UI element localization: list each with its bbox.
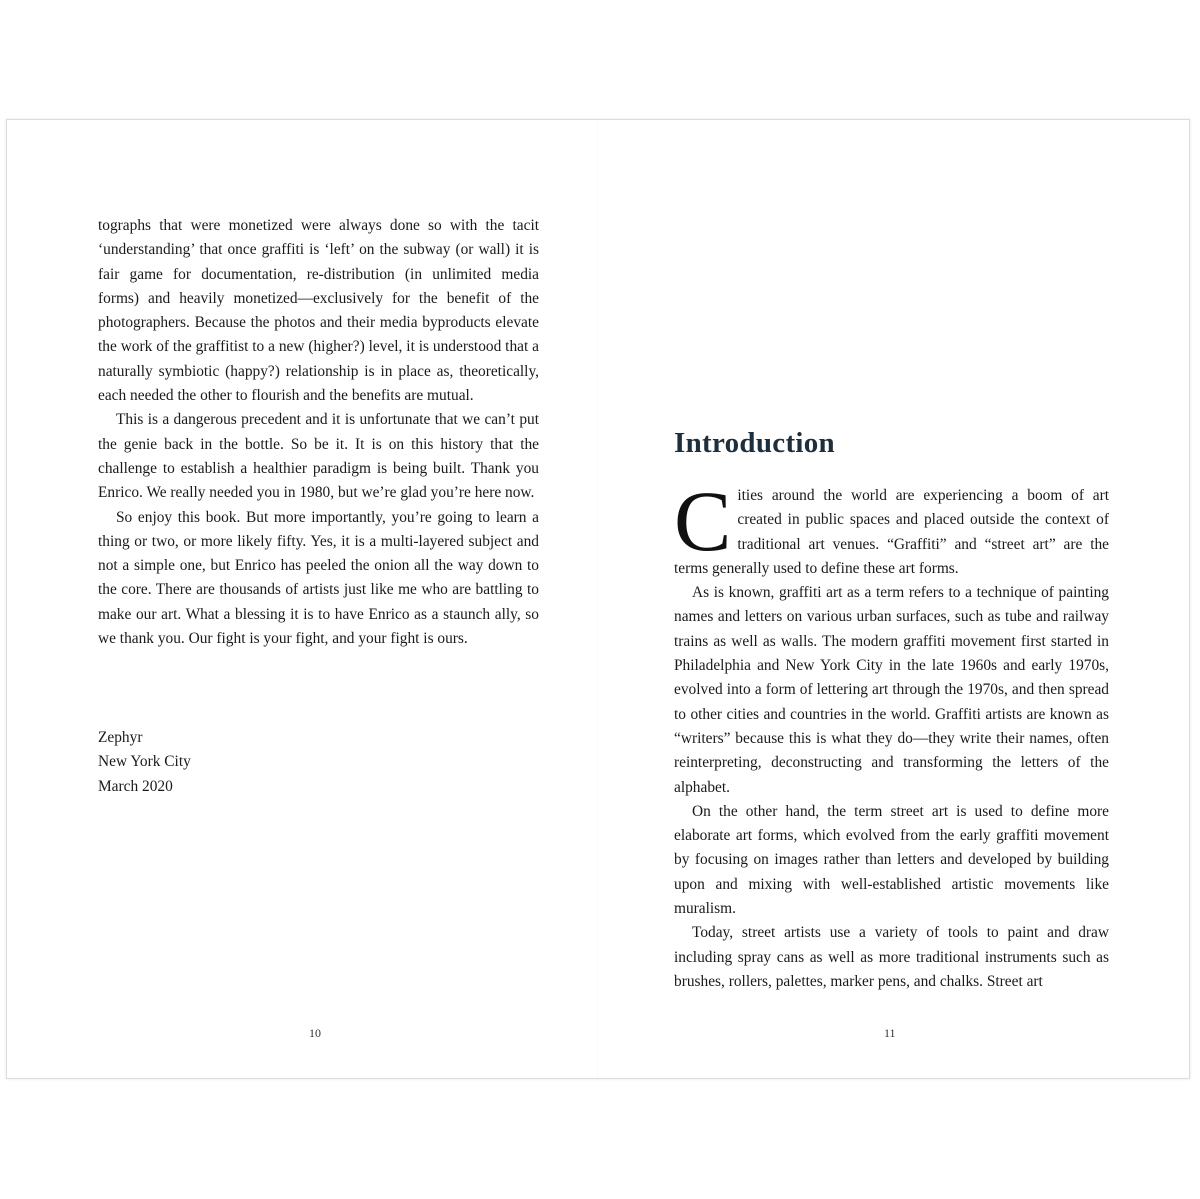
body-paragraph: As is known, graffiti art as a term refers to a technique of painting names and letters on various urban surfaces, such as tube and railway trains as well as walls. The modern graffiti movement first started in Philadelphia and New York City in the late 1960s and early 1970s, evolved into a form of lettering art through the 1970s, and then spread to other cities and countries in the world. Graffiti artists are known as “writers” because this is what they do—they write their names, often reinterpreting, deconstructing and transforming the letters of the alphabet. [674,584,1109,796]
page-number-right: 11 [884,1026,896,1040]
body-paragraph: This is a dangerous precedent and it is unfortunate that we can’t put the genie back in the bottle. So be it. It is on this history that the challenge to establish a healthier paradigm is being built. Thank you Enrico. We really needed you in 1980, but we’re glad you’re here now. [98,411,539,502]
first-paragraph-text: ities around the world are experiencing a boom of art created in public spaces and placed outside the context of traditional art venues. “Graffiti” and “street art” are the terms generally used to define these art forms. [674,487,1109,577]
chapter-title: Introduction [674,427,835,459]
left-page-body [98,214,539,651]
body-paragraph: tographs that were monetized were always done so with the tacit ‘understanding’ that once graffiti is ‘left’ on the subway (or wall) it is fair game for documentation, re-distribution (in unlimited media forms) and heavily monetized—exclusively for the benefit of the photographers. Because the photos and their media byproducts elevate the work of the graffitist to a new (higher?) level, it is understood that a naturally symbiotic (happy?) relationship is in place as, theoretically, each needed the other to flourish and the benefits are mutual. [98,217,539,405]
body-paragraph: On the other hand, the term street art is used to define more elaborate art forms, which evolved from the early graffiti movement by focusing on images rather than letters and developed by building upon and mixing with well-established artistic movements like muralism. [674,802,1109,918]
signature-date: March 2020 [98,777,173,795]
book-spread [6,119,1190,1079]
first-paragraph [674,473,1109,581]
right-page-body [674,473,1109,994]
signature-name: Zephyr [98,729,143,746]
drop-cap: C [674,473,732,569]
signature-block [98,726,191,799]
signature-place: New York City [98,753,191,771]
page-number-left: 10 [309,1026,321,1040]
body-paragraph: So enjoy this book. But more importantly, you’re going to learn a thing or two, or more likely fifty. Yes, it is a multi-layered subject and not a simple one, but Enrico has peeled the onion all the way down to the core. There are thousands of artists just like me who are battling to make our art. What a blessing it is to have Enrico as a staunch ally, so we thank you. Our fight is your fight, and your fight is ours. [98,508,539,648]
left-page [7,120,597,1078]
right-page [598,120,1188,1078]
body-paragraph: Today, street artists use a variety of tools to paint and draw including spray cans as well as more traditional instruments such as brushes, rollers, palettes, marker pens, and chalks. Street art [674,924,1109,990]
